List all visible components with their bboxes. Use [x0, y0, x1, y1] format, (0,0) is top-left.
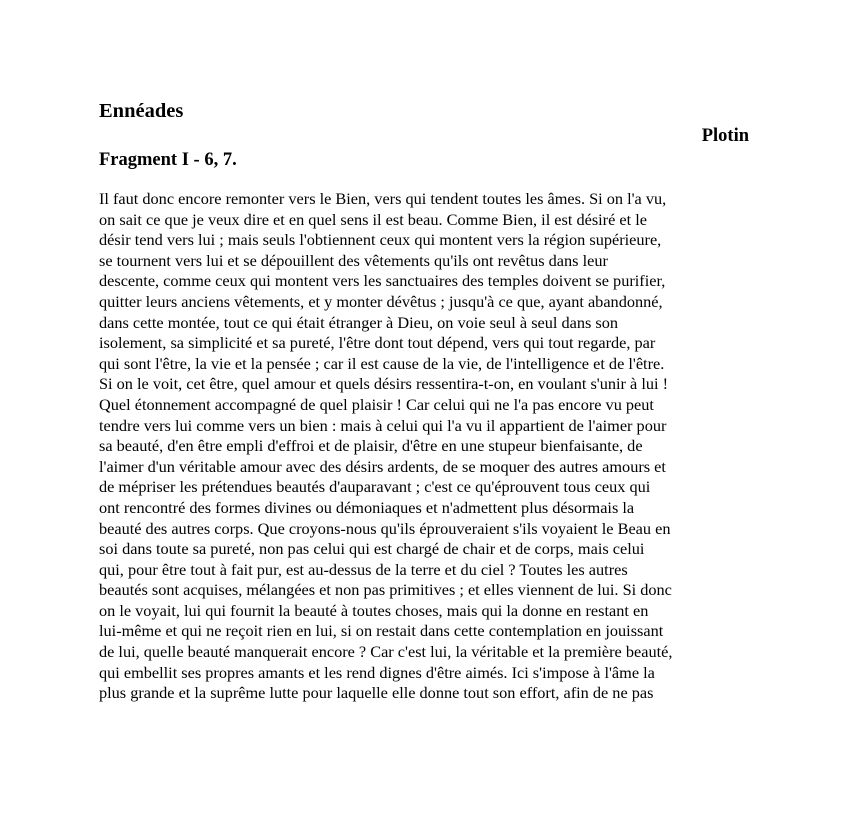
text-line: quitter leurs anciens vêtements, et y monter dévêtus ; jusqu'à ce que, ayant abandonné,: [99, 291, 663, 311]
author-name: Plotin: [701, 126, 749, 146]
text-line: plus grande et la suprême lutte pour laquelle elle donne tout son effort, afin de ne pas: [99, 683, 654, 703]
text-line: qui embellit ses propres amants et les rend dignes d'être aimés. Ici s'impose à l'âme la: [99, 662, 655, 682]
text-line: descente, comme ceux qui montent vers les sanctuaires des temples doivent se purifier,: [99, 271, 666, 291]
text-line: ont rencontré des formes divines ou démoniaques et n'admettent plus désormais la: [99, 497, 635, 517]
text-line: lui-même et qui ne reçoit rien en lui, si on restait dans cette contemplation en jouissant: [99, 621, 664, 641]
text-line: dans cette montée, tout ce qui était étranger à Dieu, on voie seul à seul dans son: [99, 312, 619, 332]
text-line: de lui, quelle beauté manquerait encore ? Car c'est lui, la véritable et la première beauté,: [99, 642, 673, 662]
document-page: [99, 96, 749, 704]
text-line: Il faut donc encore remonter vers le Bien, vers qui tendent toutes les âmes. Si on l'a vu,: [99, 189, 667, 208]
document-title: Ennéades: [99, 100, 184, 122]
text-line: sa beauté, d'en être empli d'effroi et de plaisir, d'être en une stupeur bienfaisante, de: [99, 436, 643, 456]
text-line: isolement, sa simplicité et sa pureté, l'être dont tout dépend, vers qui tout regarde, par: [99, 333, 656, 353]
text-line: Si on le voit, cet être, quel amour et quels désirs ressentira-t-on, en voulant s'unir à lui !: [99, 374, 669, 394]
text-line: Quel étonnement accompagné de quel plaisir ! Car celui qui ne l'a pas encore vu peut: [99, 394, 654, 414]
text-line: soi dans toute sa pureté, non pas celui qui est chargé de chair et de corps, mais celui: [99, 539, 645, 559]
text-line: on sait ce que je veux dire et en quel sens il est beau. Comme Bien, il est désiré et le: [99, 209, 647, 229]
fragment-heading: Fragment I - 6, 7.: [99, 150, 237, 170]
text-line: beautés sont acquises, mélangées et non pas primitives ; et elles viennent de lui. Si donc: [99, 580, 672, 600]
text-line: de mépriser les prétendues beautés d'auparavant ; c'est ce qu'éprouvent tous ceux qui: [99, 477, 651, 497]
text-line: désir tend vers lui ; mais seuls l'obtiennent ceux qui montent vers la région supérieure,: [99, 230, 662, 250]
text-line: qui sont l'être, la vie et la pensée ; car il est cause de la vie, de l'intelligence et de l'être.: [99, 353, 665, 373]
text-line: on le voyait, lui qui fournit la beauté à toutes choses, mais qui la donne en restant en: [99, 600, 649, 620]
text-line: l'aimer d'un véritable amour avec des désirs ardents, de se moquer des autres amours et: [99, 456, 666, 476]
text-line: tendre vers lui comme vers un bien : mais à celui qui l'a vu il appartient de l'aimer pour: [99, 415, 667, 435]
text-line: beauté des autres corps. Que croyons-nous qu'ils éprouveraient s'ils voyaient le Beau en: [99, 518, 671, 538]
text-line: qui, pour être tout à fait pur, est au-dessus de la terre et du ciel ? Toutes les autres: [99, 559, 628, 579]
text-line: se tournent vers lui et se dépouillent des vêtements qu'ils ont revêtus dans leur: [99, 250, 608, 270]
body-paragraph: [99, 189, 749, 704]
